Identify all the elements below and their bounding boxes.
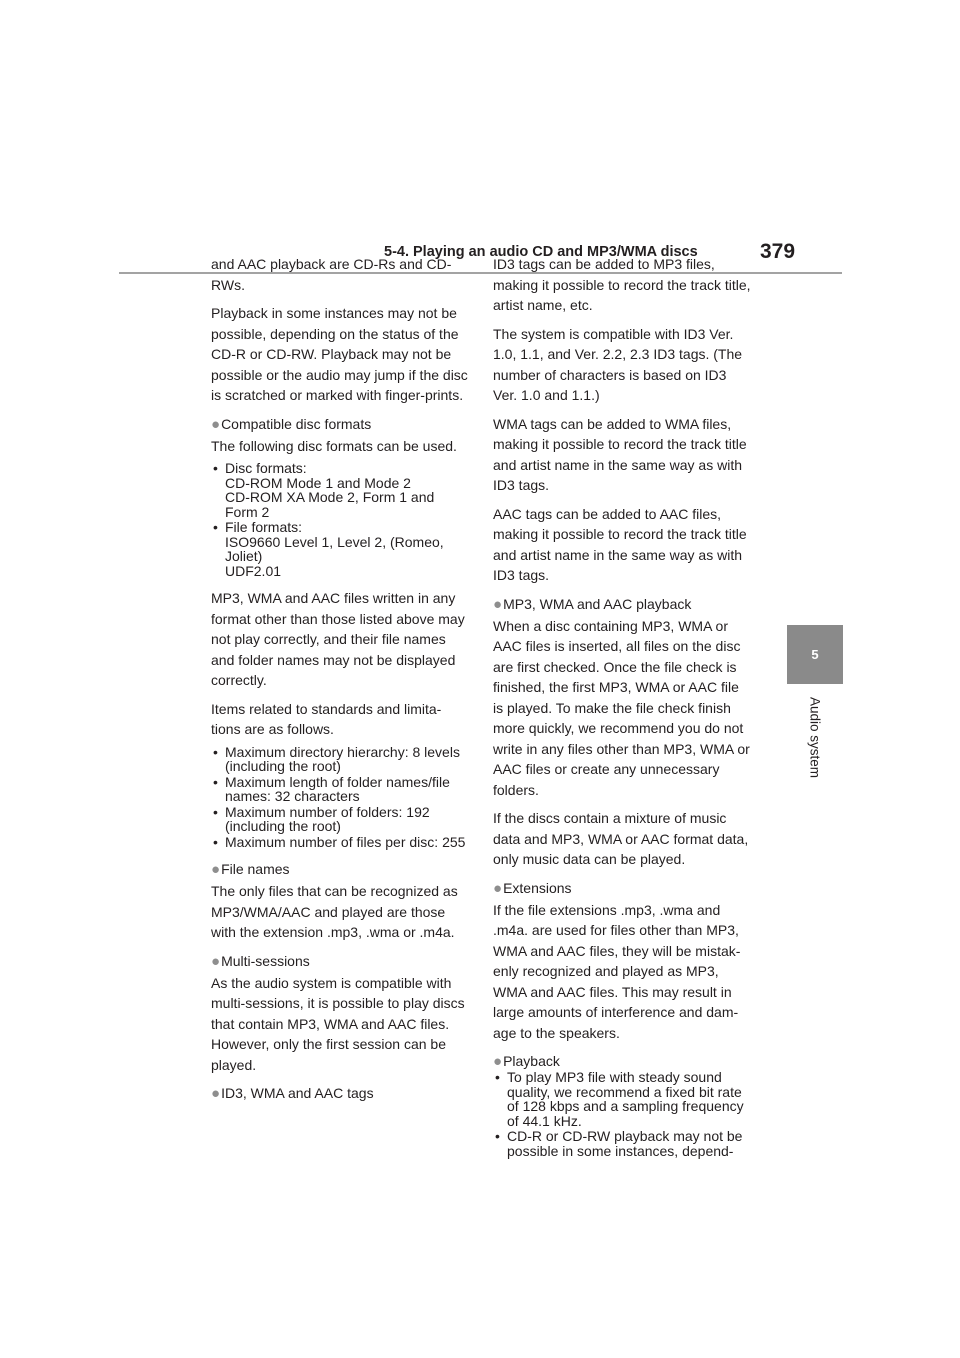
left-column bbox=[211, 254, 469, 1105]
paragraph: Playback in some instances may not be possible, depending on the status of the CD-R or CD-RW. Playback may not be possible or the audio may jump if the disc is scratched or marked with finger-prints. bbox=[211, 305, 468, 403]
bullet-circle-icon: ● bbox=[211, 415, 221, 433]
list-item: • Maximum number of files per disc: 255 bbox=[211, 835, 469, 850]
right-column bbox=[493, 254, 751, 1168]
subheading bbox=[211, 859, 469, 880]
bullet-circle-icon: ● bbox=[493, 1053, 503, 1070]
subheading bbox=[493, 878, 751, 899]
list-item: • Disc formats: CD-ROM Mode 1 and Mode 2 CD-ROM XA Mode 2, Form 1 and Form 2 bbox=[211, 461, 469, 519]
paragraph: MP3, WMA and AAC files written in any format other than those listed above may not play correctly, and their file names and folder names may not be displayed correctly. bbox=[211, 590, 465, 688]
limitations-list bbox=[211, 745, 469, 850]
bullet-circle-icon: ● bbox=[493, 595, 503, 613]
playback-list bbox=[493, 1070, 751, 1158]
list-item: • Maximum directory hierarchy: 8 levels (including the root) bbox=[211, 745, 469, 774]
subheading-text: ID3, WMA and AAC tags bbox=[221, 1085, 374, 1101]
subheading bbox=[211, 1083, 469, 1104]
paragraph: The following disc formats can be used. bbox=[211, 437, 457, 454]
list-item: • To play MP3 file with steady sound quality, we recommend a fixed bit rate of 128 kbps and a sampling frequency of 44.1 kHz. bbox=[493, 1070, 751, 1128]
paragraph: If the discs contain a mixture of music data and MP3, WMA or AAC format data, only music data can be played. bbox=[493, 810, 749, 867]
section-title: 5-4. Playing an audio CD and MP3/WMA discs bbox=[384, 244, 698, 260]
subheading-text: Multi-sessions bbox=[221, 952, 310, 969]
paragraph: The system is compatible with ID3 Ver. 1.0, 1.1, and Ver. 2.2, 2.3 ID3 tags. (The number of characters is based on ID3 Ver. 1.0 and 1.1.) bbox=[493, 325, 743, 403]
subheading-text: Extensions bbox=[503, 879, 572, 896]
chapter-tab: 5 bbox=[787, 625, 843, 684]
subheading-text: Compatible disc formats bbox=[221, 415, 372, 432]
bullet-circle-icon: ● bbox=[211, 861, 221, 878]
list-item: • CD-R or CD-RW playback may not be possible in some instances, depend- bbox=[493, 1129, 751, 1158]
paragraph: and AAC playback are CD-Rs and CD-RWs. bbox=[211, 256, 452, 293]
paragraph: The only files that can be recognized as MP3/WMA/AAC and played are those with the extension .mp3, .wma or .m4a. bbox=[211, 883, 458, 940]
subheading bbox=[211, 951, 469, 972]
paragraph: As the audio system is compatible with multi-sessions, it is possible to play discs that contain MP3, WMA and AAC files. However, only the first session can be played. bbox=[211, 974, 465, 1073]
list-item: • Maximum number of folders: 192 (including the root) bbox=[211, 805, 469, 834]
page-number: 379 bbox=[760, 240, 796, 263]
subheading-text: Playback bbox=[503, 1053, 560, 1069]
subheading bbox=[211, 414, 469, 435]
list-item: • Maximum length of folder names/file names: 32 characters bbox=[211, 775, 469, 804]
bullet-circle-icon: ● bbox=[211, 1085, 221, 1102]
paragraph: AAC tags can be added to AAC files, making it possible to record the track title and artist name in the same way as with ID3 tags. bbox=[493, 505, 747, 583]
bullet-circle-icon: ● bbox=[211, 952, 221, 970]
bullet-circle-icon: ● bbox=[493, 879, 503, 897]
paragraph: If the file extensions .mp3, .wma and .m4a. are used for files other than MP3, WMA and AAC files, they will be mistak-enly recognized and played as MP3, WMA and AAC files. This may result in large amounts of interference and dam-age to the speakers. bbox=[493, 901, 741, 1041]
paragraph: ID3 tags can be added to MP3 files, making it possible to record the track title, artist name, etc. bbox=[493, 256, 751, 313]
paragraph: When a disc containing MP3, WMA or AAC files is inserted, all files on the disc are first checked. Once the file check is finished, the first MP3, WMA or AAC file is played. To make the file check finish more quickly, we recommend you do not write in any files other than MP3, WMA or AAC files or create any unnecessary folders. bbox=[493, 617, 750, 798]
disc-format-list bbox=[211, 461, 469, 578]
subheading bbox=[493, 594, 751, 615]
paragraph: WMA tags can be added to WMA files, making it possible to record the track title and artist name in the same way as with ID3 tags. bbox=[493, 415, 747, 493]
subheading-text: MP3, WMA and AAC playback bbox=[503, 595, 692, 612]
paragraph: Items related to standards and limita-tions are as follows. bbox=[211, 700, 442, 737]
list-item: • File formats: ISO9660 Level 1, Level 2, (Romeo, Joliet) UDF2.01 bbox=[211, 520, 469, 578]
subheading-text: File names bbox=[221, 861, 290, 877]
chapter-label: Audio system bbox=[807, 697, 823, 779]
